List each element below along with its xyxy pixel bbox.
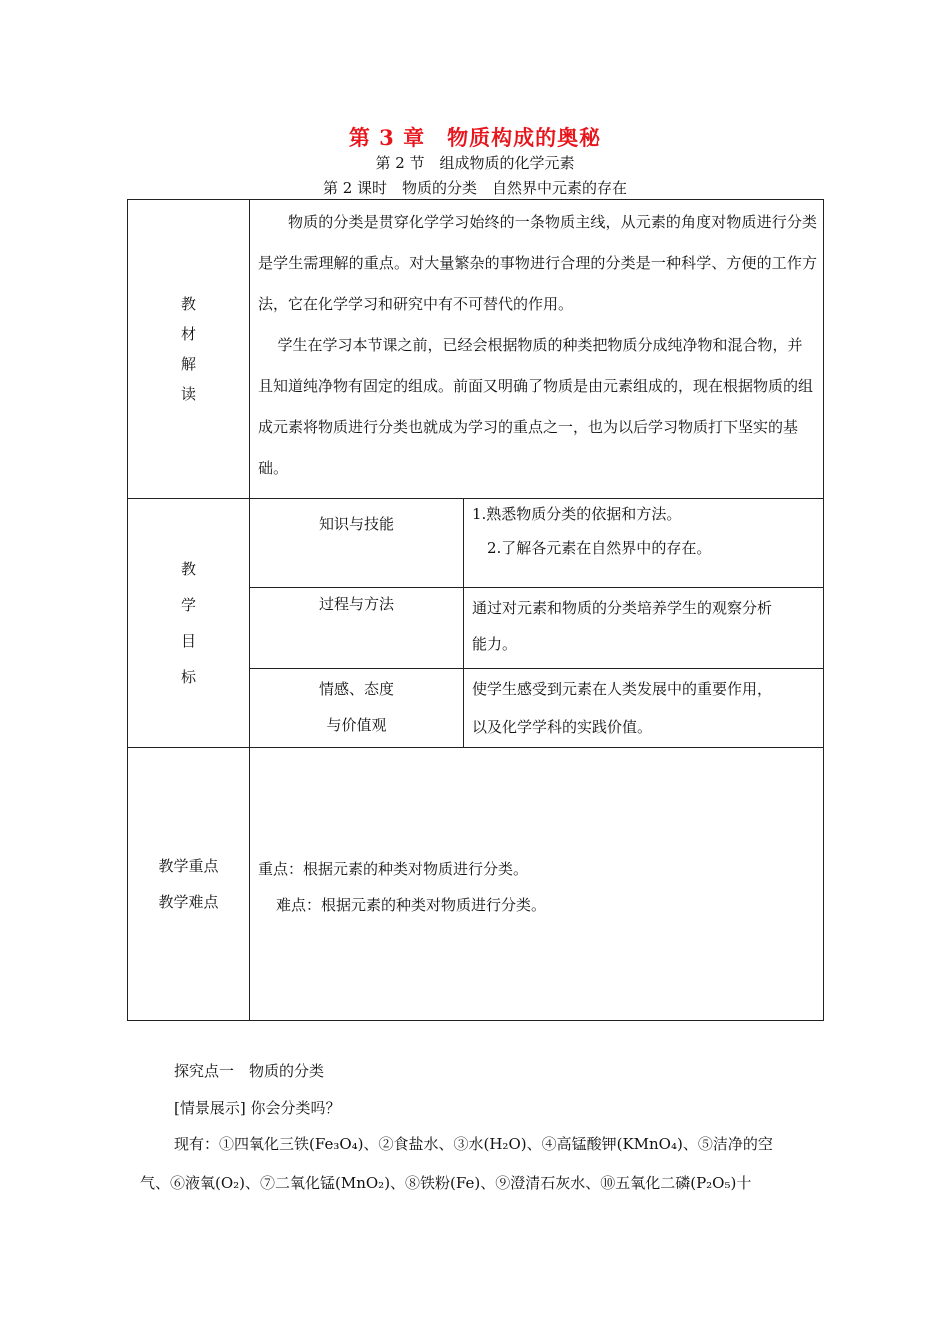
section-title: 第 2 节 组成物质的化学元素 <box>375 154 575 172</box>
label-char: 读 <box>180 385 196 403</box>
textbook-paragraph-2: 学生在学习本节课之前，已经会根据物质的种类把物质分成纯净物和混合物，并且知道纯净物有固定的组成。前面又明确了物质是由元素组成的，现在根据物质的组成元素将物质进行分类也就成为学习的重点之一，也为以后学习物质打下坚实的基础。 <box>258 336 814 477</box>
textbook-row <box>128 200 824 499</box>
objective-line: 1.熟悉物质分类的依据和方法。 <box>472 505 682 523</box>
objective-category <box>250 588 464 669</box>
explore-heading: 探究点一 物质的分类 <box>174 1062 325 1080</box>
scenario-line: [情景展示] 你会分类吗？ <box>174 1099 341 1117</box>
body-line-2: 气、⑥液氧(O₂)、⑦二氧化锰(MnO₂)、⑧铁粉(Fe)、⑨澄清石灰水、⑩五氧化二磷(P₂O₅)十 <box>140 1174 752 1192</box>
label-char: 教 <box>180 295 196 313</box>
lesson-plan-table <box>127 199 824 1021</box>
body-line-1: 现有：①四氧化三铁(Fe₃O₄)、②食盐水、③水(H₂O)、④高锰酸钾(KMnO₄)、⑤洁净的空 <box>174 1135 773 1153</box>
objective-row <box>128 499 824 588</box>
key-point-label: 教学重点 <box>158 857 219 875</box>
objective-line: 能力。 <box>472 635 518 653</box>
key-points-row <box>128 748 824 1021</box>
objective-line: 2.了解各元素在自然界中的存在。 <box>487 539 712 557</box>
chapter-title: 第 3 章 物质构成的奥秘 <box>348 125 602 150</box>
objective-category-label: 情感、态度 <box>318 680 394 698</box>
objectives-label <box>128 499 250 748</box>
key-point-text: 重点：根据元素的种类对物质进行分类。 <box>258 860 529 878</box>
objective-category-label: 与价值观 <box>326 716 387 734</box>
label-char: 标 <box>180 668 196 686</box>
difficulty-label: 教学难点 <box>158 893 219 911</box>
objective-line: 使学生感受到元素在人类发展中的重要作用， <box>472 680 773 698</box>
objective-category-label: 过程与方法 <box>318 595 394 613</box>
textbook-content <box>250 200 824 499</box>
label-char: 材 <box>180 325 196 343</box>
objective-detail <box>464 588 824 669</box>
objective-category <box>250 499 464 588</box>
objective-line: 通过对元素和物质的分类培养学生的观察分析 <box>472 599 773 617</box>
label-char: 学 <box>180 596 196 614</box>
label-char: 解 <box>180 355 196 373</box>
objective-detail <box>464 499 824 588</box>
lesson-title: 第 2 课时 物质的分类 自然界中元素的存在 <box>322 179 628 197</box>
label-char: 教 <box>180 560 196 578</box>
textbook-paragraph-1: 物质的分类是贯穿化学学习始终的一条物质主线，从元素的角度对物质进行分类是学生需理解的重点。对大量繁杂的事物进行合理的分类是一种科学、方便的工作方法，它在化学学习和研究中有不可替代的作用。 <box>258 213 817 313</box>
objective-detail <box>464 669 824 748</box>
objective-line: 以及化学学科的实践价值。 <box>472 718 653 736</box>
label-char: 目 <box>180 632 196 650</box>
textbook-label <box>128 200 250 499</box>
key-points-label <box>128 748 250 1021</box>
difficulty-text: 难点：根据元素的种类对物质进行分类。 <box>276 896 547 914</box>
objective-category-label: 知识与技能 <box>318 515 394 533</box>
objective-category <box>250 669 464 748</box>
key-points-content <box>250 748 824 1021</box>
